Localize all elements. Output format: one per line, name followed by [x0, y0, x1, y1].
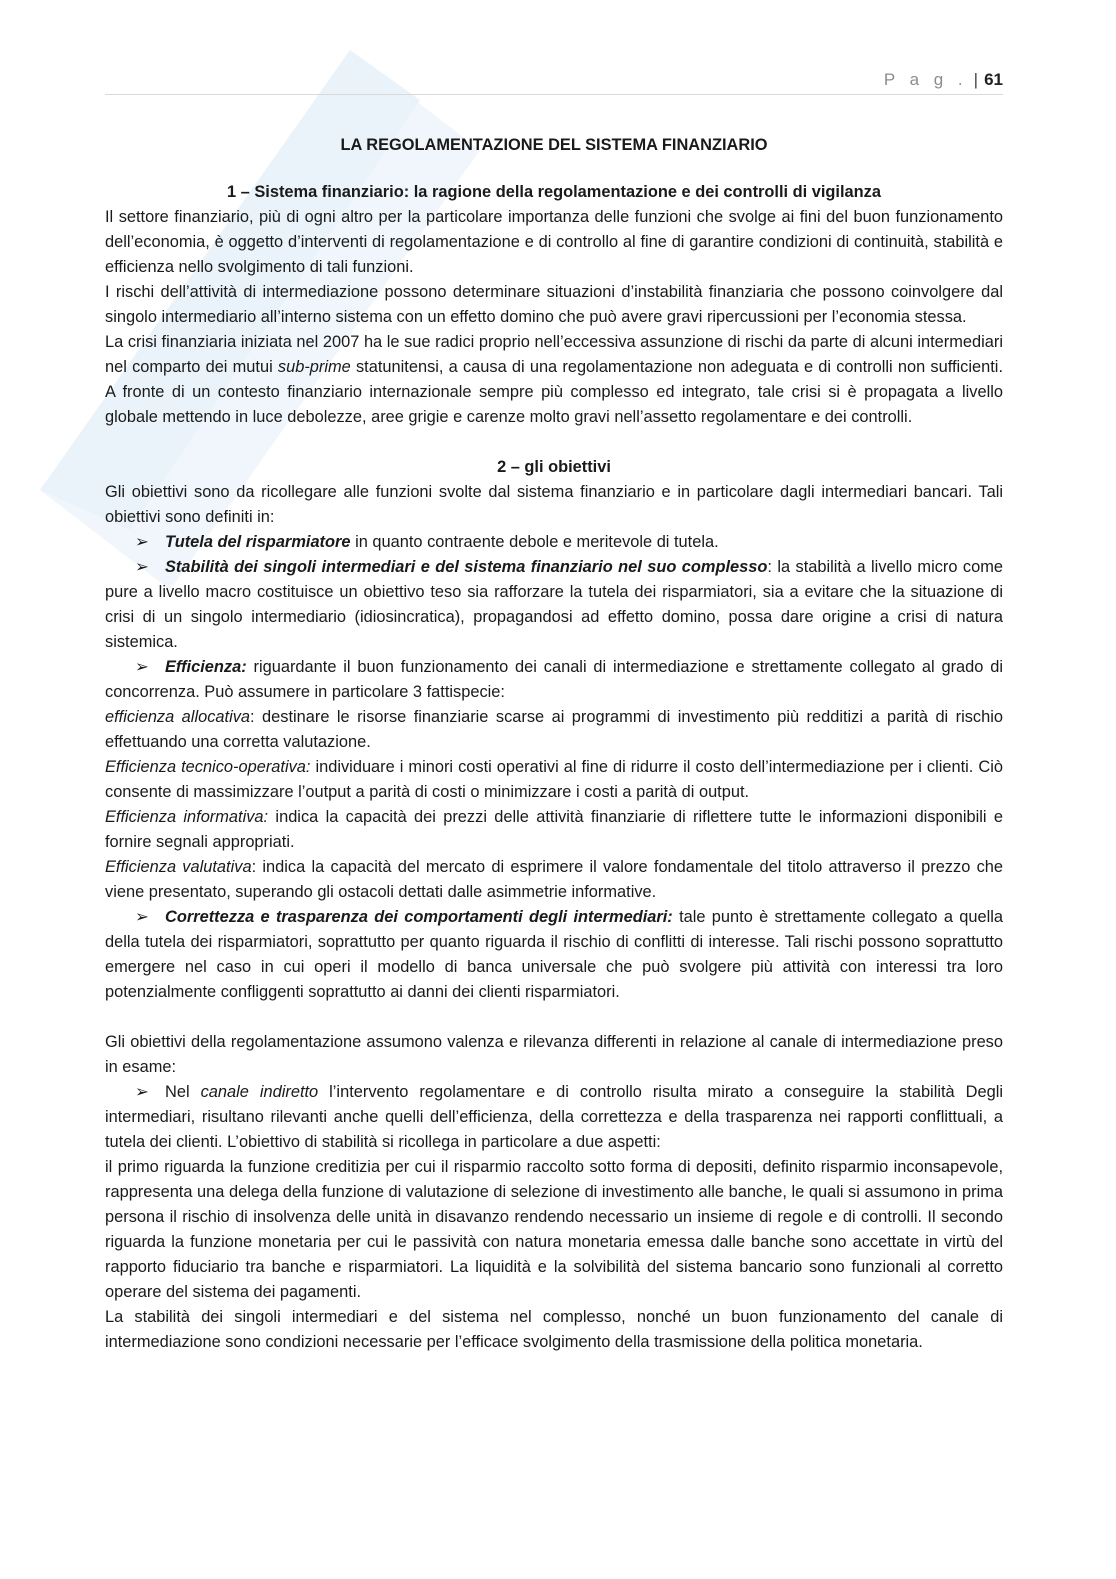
bullet-item: ➢ Tutela del risparmiatore in quanto contraente debole e meritevole di tutela. [105, 530, 1003, 555]
bullet-item: ➢ Nel canale indiretto l’intervento regolamentare e di controllo risulta mirato a conseguire la stabilità Degli intermediari, risultano rilevanti anche quelli dell’efficienza, della correttezza e della trasparenza nei rapporti conflittuali, a tutela dei clienti. L’obiettivo di stabilità si ricollega in particolare a due aspetti: [105, 1080, 1003, 1155]
bullet-item: ➢ Correttezza e trasparenza dei comportamenti degli intermediari: tale punto è strettamente collegato a quella della tutela dei risparmiatori, soprattutto per quanto riguarda il rischio di conflitti di interesse. Tali rischi possono soprattutto emergere nel caso in cui operi il modello di banca universale che può svolgere più attività con interessi tra loro potenzialmente confliggenti soprattutto ai danni dei clienti risparmiatori. [105, 905, 1003, 1005]
paragraph: Gli obiettivi della regolamentazione assumono valenza e rilevanza differenti in relazione al canale di intermediazione preso in esame: [105, 1033, 1003, 1076]
page-separator: | [973, 70, 979, 89]
arrow-bullet-icon: ➢ [135, 658, 149, 676]
page-number: 61 [984, 70, 1003, 89]
paragraph: Il settore finanziario, più di ogni altro per la particolare importanza delle funzioni che svolge ai fini del buon funzionamento dell’economia, è oggetto d’interventi di regolamentazione e di controllo al fine di garantire condizioni di continuità, stabilità e efficienza nello svolgimento di tali funzioni. [105, 208, 1003, 276]
paragraph: Gli obiettivi sono da ricollegare alle funzioni svolte dal sistema finanziario e in particolare dagli intermediari bancari. Tali obiettivi sono definiti in: [105, 483, 1003, 526]
page-label: P a g . [883, 70, 968, 89]
paragraph: La crisi finanziaria iniziata nel 2007 ha le sue radici proprio nell’eccessiva assunzione di rischi da parte di alcuni intermediari nel comparto dei mutui sub-prime statunitensi, a causa di una regolamentazione non adeguata e di controlli non sufficienti. A fronte di un contesto finanziario internazionale sempre più complesso ed integrato, tale crisi si è propagata a livello globale mettendo in luce debolezze, aree grigie e carenze molto gravi nell’assetto regolamentare e dei controlli. [105, 333, 1003, 426]
section-1-heading: 1 – Sistema finanziario: la ragione della regolamentazione e dei controlli di vigilanza [227, 183, 881, 201]
paragraph: La stabilità dei singoli intermediari e del sistema nel complesso, nonché un buon funzionamento del canale di intermediazione sono condizioni necessarie per l’efficace svolgimento della trasmissione della politica monetaria. [105, 1308, 1003, 1351]
bullet-item: ➢ Stabilità dei singoli intermediari e del sistema finanziario nel suo complesso: la stabilità a livello micro come pure a livello macro costituisce un obiettivo teso sia rafforzare la tutela dei risparmiatori, sia a evitare che la situazione di crisi di un singolo intermediario (idiosincratica), propagandosi ad effetto domino, possa dare origine a crisi di natura sistemica. [105, 555, 1003, 655]
arrow-bullet-icon: ➢ [135, 533, 149, 551]
efficiency-item: Efficienza valutativa: indica la capacità del mercato di esprimere il valore fondamentale del titolo attraverso il prezzo che viene presentato, superando gli ostacoli dettati dalle asimmetrie informative. [105, 858, 1003, 901]
efficiency-item: Efficienza tecnico-operativa: individuare i minori costi operativi al fine di ridurre il costo dell’intermediazione per i clienti. Ciò consente di massimizzare l’output a parità di costi o minimizzare i costi a parità di output. [105, 758, 1003, 801]
bullet-item: ➢ Efficienza: riguardante il buon funzionamento dei canali di intermediazione e strettamente collegato al grado di concorrenza. Può assumere in particolare 3 fattispecie: [105, 655, 1003, 705]
page-header [105, 66, 1003, 95]
efficiency-item: efficienza allocativa: destinare le risorse finanziarie scarse ai programmi di investimento più redditizi a parità di rischio effettuando una corretta valutazione. [105, 708, 1004, 751]
section-2-heading: 2 – gli obiettivi [497, 458, 611, 476]
paragraph: I rischi dell’attività di intermediazione possono determinare situazioni d’instabilità finanziaria che possono coinvolgere dal singolo intermediario all’interno sistema con un effetto domino che può avere gravi ripercussioni per l’economia stessa. [105, 283, 1003, 326]
arrow-bullet-icon: ➢ [135, 1083, 149, 1101]
efficiency-item: Efficienza informativa: indica la capacità dei prezzi delle attività finanziarie di riflettere tutte le informazioni disponibili e fornire segnali appropriati. [105, 808, 1003, 851]
arrow-bullet-icon: ➢ [135, 908, 149, 926]
arrow-bullet-icon: ➢ [135, 558, 149, 576]
document-body [105, 133, 1003, 1355]
paragraph: il primo riguarda la funzione creditizia per cui il risparmio raccolto sotto forma di depositi, definito risparmio inconsapevole, rappresenta una delega della funzione di valutazione di selezione di investimento alle banche, le quali si assumono in prima persona il rischio di insolvenza delle unità in disavanzo rendendo necessario un insieme di regole e di controlli. Il secondo riguarda la funzione monetaria per cui le passività con natura monetaria emessa dalle banche sono accettate in virtù del rapporto fiduciario tra banche e risparmiatori. La liquidità e la solvibilità del sistema bancario sono funzionali al corretto operare del sistema dei pagamenti. [105, 1158, 1003, 1301]
document-title: LA REGOLAMENTAZIONE DEL SISTEMA FINANZIARIO [340, 136, 768, 154]
